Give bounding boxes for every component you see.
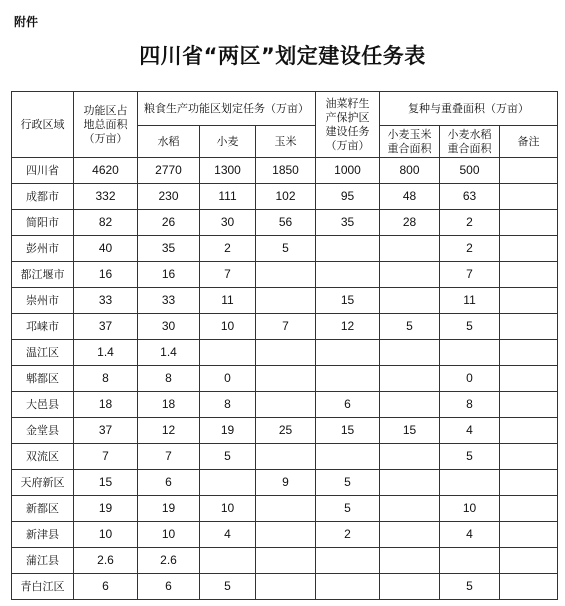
cell-wheat-rice-overlap xyxy=(440,548,500,574)
cell-wheat-corn-overlap xyxy=(380,236,440,262)
cell-note xyxy=(500,574,558,600)
cell-wheat: 111 xyxy=(200,184,256,210)
cell-wheat: 10 xyxy=(200,314,256,340)
cell-note xyxy=(500,470,558,496)
cell-rice: 2.6 xyxy=(138,548,200,574)
col-header-notes: 备注 xyxy=(500,126,558,158)
cell-wheat-corn-overlap: 48 xyxy=(380,184,440,210)
cell-wheat: 1300 xyxy=(200,158,256,184)
cell-rapeseed xyxy=(316,366,380,392)
cell-region: 新津县 xyxy=(12,522,74,548)
cell-rapeseed: 2 xyxy=(316,522,380,548)
cell-note xyxy=(500,262,558,288)
cell-total-area: 8 xyxy=(74,366,138,392)
cell-wheat-rice-overlap: 8 xyxy=(440,392,500,418)
cell-wheat: 10 xyxy=(200,496,256,522)
cell-wheat: 0 xyxy=(200,366,256,392)
cell-region: 崇州市 xyxy=(12,288,74,314)
cell-wheat: 19 xyxy=(200,418,256,444)
cell-note xyxy=(500,496,558,522)
cell-rapeseed xyxy=(316,574,380,600)
cell-region: 新都区 xyxy=(12,496,74,522)
cell-rapeseed xyxy=(316,262,380,288)
cell-total-area: 19 xyxy=(74,496,138,522)
cell-wheat-rice-overlap xyxy=(440,340,500,366)
cell-wheat-rice-overlap: 63 xyxy=(440,184,500,210)
col-header-rice: 水稻 xyxy=(138,126,200,158)
cell-wheat-corn-overlap xyxy=(380,340,440,366)
cell-total-area: 15 xyxy=(74,470,138,496)
cell-rapeseed: 35 xyxy=(316,210,380,236)
cell-wheat-rice-overlap: 4 xyxy=(440,418,500,444)
cell-rapeseed: 1000 xyxy=(316,158,380,184)
cell-wheat-corn-overlap: 5 xyxy=(380,314,440,340)
table-row xyxy=(12,158,558,184)
cell-wheat xyxy=(200,548,256,574)
cell-wheat-rice-overlap: 7 xyxy=(440,262,500,288)
cell-wheat-corn-overlap: 800 xyxy=(380,158,440,184)
cell-corn: 56 xyxy=(256,210,316,236)
cell-wheat-corn-overlap xyxy=(380,496,440,522)
cell-region: 郫都区 xyxy=(12,366,74,392)
cell-rice: 16 xyxy=(138,262,200,288)
col-header-wheat-corn-overlap: 小麦玉米重合面积 xyxy=(380,126,440,158)
cell-wheat-rice-overlap: 2 xyxy=(440,236,500,262)
table-row xyxy=(12,574,558,600)
table-row xyxy=(12,184,558,210)
cell-total-area: 7 xyxy=(74,444,138,470)
cell-rapeseed: 95 xyxy=(316,184,380,210)
cell-rapeseed: 6 xyxy=(316,392,380,418)
cell-wheat-corn-overlap: 28 xyxy=(380,210,440,236)
cell-wheat-rice-overlap: 2 xyxy=(440,210,500,236)
cell-region: 天府新区 xyxy=(12,470,74,496)
cell-note xyxy=(500,548,558,574)
cell-corn xyxy=(256,340,316,366)
cell-corn: 1850 xyxy=(256,158,316,184)
col-header-overlap-group: 复种与重叠面积（万亩） xyxy=(380,92,558,126)
cell-rice: 6 xyxy=(138,574,200,600)
cell-rapeseed xyxy=(316,340,380,366)
cell-wheat-rice-overlap: 0 xyxy=(440,366,500,392)
cell-rice: 26 xyxy=(138,210,200,236)
cell-region: 金堂县 xyxy=(12,418,74,444)
cell-rice: 30 xyxy=(138,314,200,340)
table-row xyxy=(12,366,558,392)
table-row xyxy=(12,262,558,288)
cell-wheat xyxy=(200,340,256,366)
cell-total-area: 37 xyxy=(74,314,138,340)
cell-note xyxy=(500,210,558,236)
cell-region: 邛崃市 xyxy=(12,314,74,340)
cell-corn xyxy=(256,496,316,522)
cell-total-area: 10 xyxy=(74,522,138,548)
cell-rapeseed xyxy=(316,548,380,574)
cell-note xyxy=(500,158,558,184)
cell-rice: 2770 xyxy=(138,158,200,184)
cell-wheat-rice-overlap: 11 xyxy=(440,288,500,314)
cell-wheat: 7 xyxy=(200,262,256,288)
table-row xyxy=(12,522,558,548)
cell-rice: 10 xyxy=(138,522,200,548)
cell-wheat-corn-overlap xyxy=(380,288,440,314)
cell-rapeseed xyxy=(316,236,380,262)
table-row xyxy=(12,236,558,262)
cell-corn: 9 xyxy=(256,470,316,496)
cell-wheat-rice-overlap: 10 xyxy=(440,496,500,522)
cell-wheat-corn-overlap xyxy=(380,262,440,288)
cell-wheat-corn-overlap xyxy=(380,574,440,600)
cell-corn: 25 xyxy=(256,418,316,444)
page-title: 四川省“两区”划定建设任务表 xyxy=(139,44,426,68)
attachment-label: 附件 xyxy=(14,15,39,29)
cell-corn xyxy=(256,392,316,418)
cell-rice: 19 xyxy=(138,496,200,522)
table-row xyxy=(12,392,558,418)
cell-total-area: 33 xyxy=(74,288,138,314)
cell-corn xyxy=(256,366,316,392)
cell-region: 都江堰市 xyxy=(12,262,74,288)
cell-corn xyxy=(256,574,316,600)
table-row xyxy=(12,314,558,340)
cell-rice: 230 xyxy=(138,184,200,210)
cell-total-area: 82 xyxy=(74,210,138,236)
table-row xyxy=(12,418,558,444)
cell-rice: 35 xyxy=(138,236,200,262)
cell-note xyxy=(500,392,558,418)
col-header-wheat-rice-overlap: 小麦水稻重合面积 xyxy=(440,126,500,158)
cell-total-area: 332 xyxy=(74,184,138,210)
cell-note xyxy=(500,418,558,444)
col-header-corn: 玉米 xyxy=(256,126,316,158)
cell-total-area: 2.6 xyxy=(74,548,138,574)
cell-rice: 7 xyxy=(138,444,200,470)
table-row xyxy=(12,548,558,574)
cell-total-area: 18 xyxy=(74,392,138,418)
table-row xyxy=(12,210,558,236)
cell-wheat xyxy=(200,470,256,496)
cell-corn: 5 xyxy=(256,236,316,262)
cell-wheat-rice-overlap: 4 xyxy=(440,522,500,548)
col-header-wheat: 小麦 xyxy=(200,126,256,158)
cell-rapeseed: 12 xyxy=(316,314,380,340)
cell-corn xyxy=(256,262,316,288)
cell-wheat: 8 xyxy=(200,392,256,418)
cell-rice: 33 xyxy=(138,288,200,314)
cell-corn: 102 xyxy=(256,184,316,210)
cell-wheat-corn-overlap xyxy=(380,444,440,470)
cell-region: 温江区 xyxy=(12,340,74,366)
cell-wheat-rice-overlap: 5 xyxy=(440,444,500,470)
cell-note xyxy=(500,522,558,548)
cell-wheat-corn-overlap xyxy=(380,522,440,548)
table-row xyxy=(12,496,558,522)
cell-wheat: 5 xyxy=(200,574,256,600)
table-row xyxy=(12,340,558,366)
cell-region: 青白江区 xyxy=(12,574,74,600)
cell-corn xyxy=(256,444,316,470)
col-header-grain-group: 粮食生产功能区划定任务（万亩） xyxy=(138,92,316,126)
table-row xyxy=(12,288,558,314)
cell-wheat-rice-overlap xyxy=(440,470,500,496)
cell-rice: 8 xyxy=(138,366,200,392)
cell-note xyxy=(500,314,558,340)
cell-region: 四川省 xyxy=(12,158,74,184)
cell-note xyxy=(500,184,558,210)
cell-rapeseed: 15 xyxy=(316,288,380,314)
cell-region: 成都市 xyxy=(12,184,74,210)
cell-region: 彭州市 xyxy=(12,236,74,262)
table-row xyxy=(12,444,558,470)
cell-region: 简阳市 xyxy=(12,210,74,236)
cell-total-area: 16 xyxy=(74,262,138,288)
cell-region: 大邑县 xyxy=(12,392,74,418)
cell-rice: 12 xyxy=(138,418,200,444)
cell-rapeseed: 5 xyxy=(316,496,380,522)
cell-wheat: 5 xyxy=(200,444,256,470)
cell-corn: 7 xyxy=(256,314,316,340)
table-header-row xyxy=(12,92,558,126)
cell-corn xyxy=(256,288,316,314)
cell-wheat-corn-overlap xyxy=(380,470,440,496)
cell-rice: 6 xyxy=(138,470,200,496)
cell-region: 双流区 xyxy=(12,444,74,470)
cell-rice: 1.4 xyxy=(138,340,200,366)
cell-wheat-corn-overlap: 15 xyxy=(380,418,440,444)
cell-note xyxy=(500,444,558,470)
cell-total-area: 40 xyxy=(74,236,138,262)
col-header-rapeseed: 油菜籽生产保护区建设任务（万亩） xyxy=(316,92,380,158)
cell-wheat-rice-overlap: 5 xyxy=(440,574,500,600)
cell-wheat-corn-overlap xyxy=(380,548,440,574)
cell-wheat-corn-overlap xyxy=(380,366,440,392)
cell-wheat-rice-overlap: 500 xyxy=(440,158,500,184)
cell-note xyxy=(500,340,558,366)
cell-rapeseed: 15 xyxy=(316,418,380,444)
cell-wheat: 30 xyxy=(200,210,256,236)
cell-wheat: 11 xyxy=(200,288,256,314)
cell-note xyxy=(500,366,558,392)
cell-rapeseed xyxy=(316,444,380,470)
cell-total-area: 37 xyxy=(74,418,138,444)
cell-total-area: 1.4 xyxy=(74,340,138,366)
cell-wheat: 4 xyxy=(200,522,256,548)
col-header-total-area: 功能区占地总面积（万亩） xyxy=(74,92,138,158)
cell-corn xyxy=(256,548,316,574)
cell-wheat-rice-overlap: 5 xyxy=(440,314,500,340)
cell-note xyxy=(500,288,558,314)
cell-wheat-corn-overlap xyxy=(380,392,440,418)
cell-rice: 18 xyxy=(138,392,200,418)
cell-total-area: 6 xyxy=(74,574,138,600)
cell-region: 蒲江县 xyxy=(12,548,74,574)
cell-rapeseed: 5 xyxy=(316,470,380,496)
cell-corn xyxy=(256,522,316,548)
task-table xyxy=(11,91,558,600)
table-row xyxy=(12,470,558,496)
cell-total-area: 4620 xyxy=(74,158,138,184)
col-header-region: 行政区域 xyxy=(12,92,74,158)
cell-wheat: 2 xyxy=(200,236,256,262)
cell-note xyxy=(500,236,558,262)
